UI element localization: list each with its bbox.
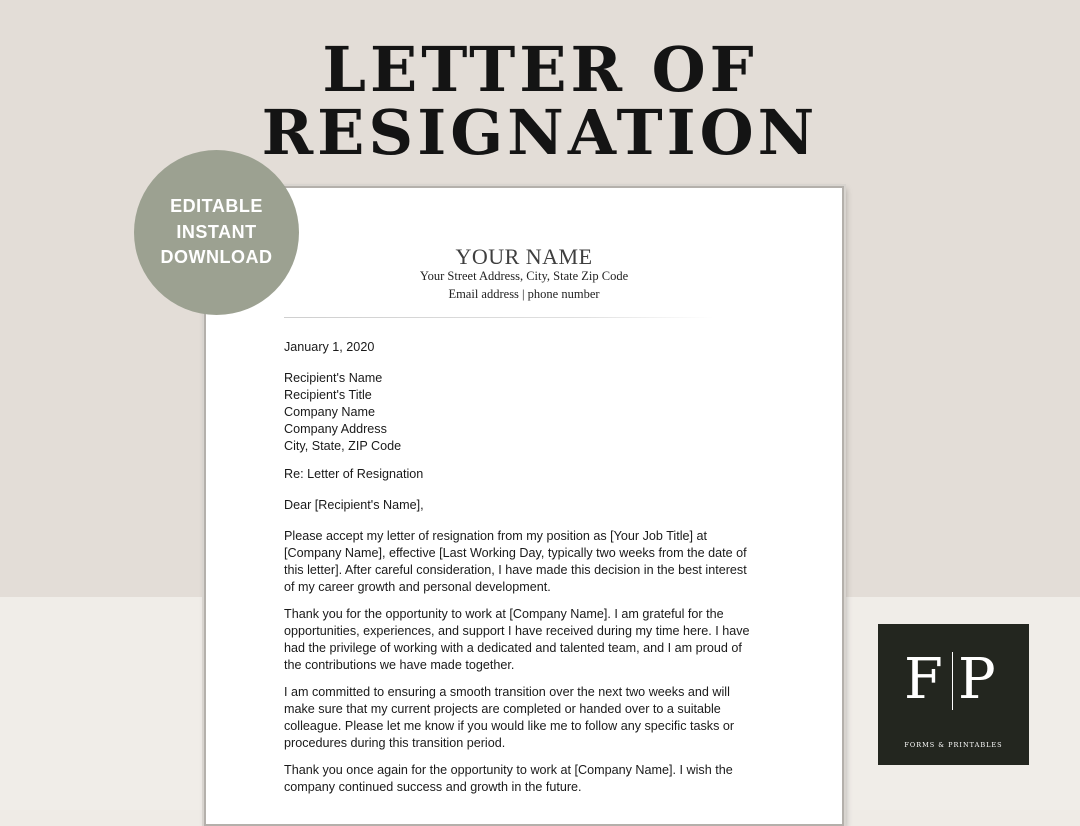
letter-subject: Re: Letter of Resignation <box>284 467 424 481</box>
header-divider <box>284 317 714 318</box>
logo-divider <box>952 652 953 710</box>
editable-badge <box>134 150 299 315</box>
brand-logo <box>878 624 1029 765</box>
header-name: YOUR NAME <box>455 244 593 269</box>
letter-date: January 1, 2020 <box>284 340 375 354</box>
logo-letter-f: F <box>904 647 943 712</box>
title-line-2: RESIGNATION <box>261 96 819 169</box>
badge-line-3: DOWNLOAD <box>160 247 273 268</box>
letter-body <box>284 528 754 806</box>
body-paragraph: Thank you once again for the opportunity to work at [Company Name]. I wish the company continued success and growth in the future. <box>284 763 733 794</box>
page-title <box>0 33 1080 169</box>
body-paragraph: I am committed to ensuring a smooth transition over the next two weeks and will make sure that my current projects are completed or handed over to a suitable colleague. Please let me know if you would like me to follow any specific tasks or procedures during this transition period. <box>284 685 735 750</box>
title-line-1: LETTER OF <box>322 33 758 106</box>
recipient-line: Company Address <box>284 422 387 436</box>
recipient-line: Company Name <box>284 405 375 419</box>
recipient-block <box>284 370 754 455</box>
badge-line-2: INSTANT <box>176 221 257 242</box>
body-paragraph: Please accept my letter of resignation from my position as [Your Job Title] at [Company Name], effective [Last Working Day, typically two weeks from the date of this letter]. After careful consideration, I have made this decision in the best interest of my career growth and personal development. <box>284 529 747 594</box>
badge-line-1: EDITABLE <box>170 196 263 217</box>
letter-document <box>204 186 844 826</box>
body-paragraph: Thank you for the opportunity to work at [Company Name]. I am grateful for the opportunities, experiences, and support I have received during my time here. I have had the privilege of working with a dedicated and talented team, and I am proud of the contributions we have made together. <box>284 607 750 672</box>
letter-salutation: Dear [Recipient's Name], <box>284 498 424 512</box>
logo-letter-p: P <box>958 647 996 712</box>
recipient-line: Recipient's Name <box>284 371 383 385</box>
header-contact: Email address | phone number <box>448 287 600 301</box>
recipient-line: Recipient's Title <box>284 388 372 402</box>
logo-subtitle: FORMS & PRINTABLES <box>904 741 1003 749</box>
header-address: Your Street Address, City, State Zip Code <box>419 269 629 283</box>
recipient-line: City, State, ZIP Code <box>284 439 402 453</box>
